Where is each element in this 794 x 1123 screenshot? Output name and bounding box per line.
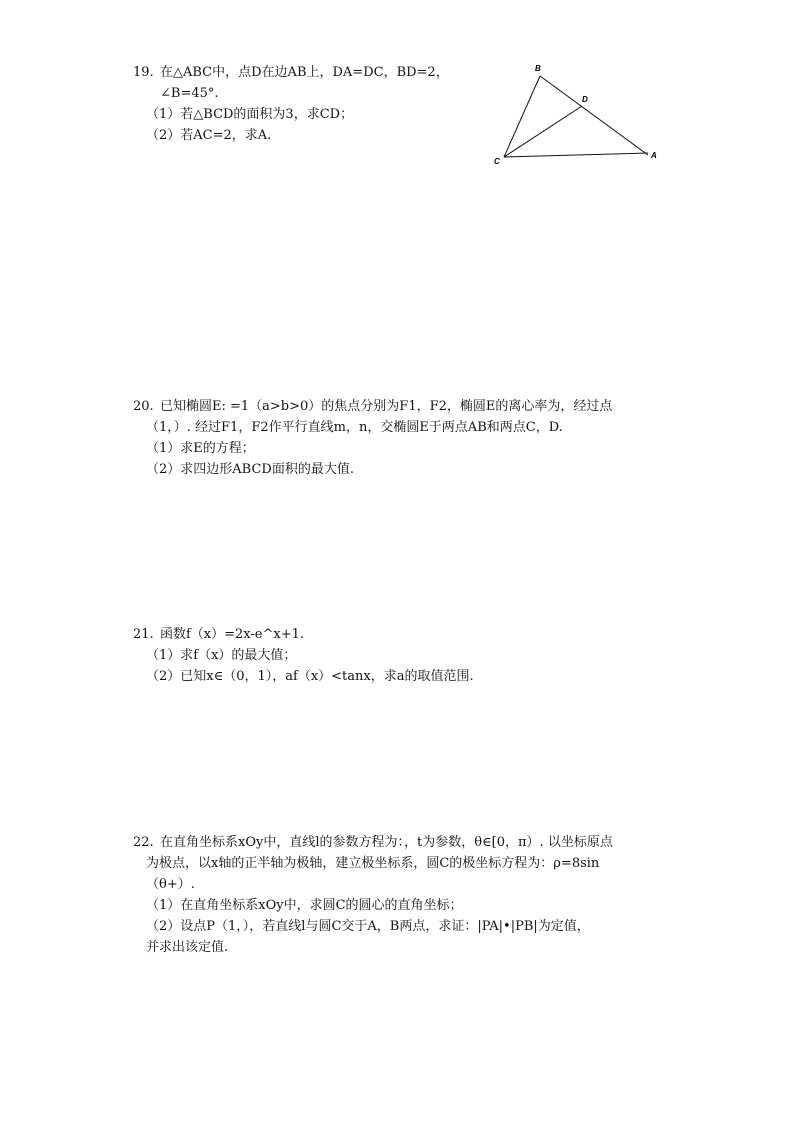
problem-21 bbox=[133, 624, 673, 687]
label-d: D bbox=[582, 95, 588, 104]
problem-number: 20. bbox=[133, 399, 154, 414]
sub-question-2-continued: 并求出该定值. bbox=[146, 940, 229, 955]
sub-question-1: （1）若△BCD的面积为3，求CD； bbox=[146, 107, 354, 122]
problem-text: 为极点，以x轴的正半轴为极轴，建立极坐标系，圆C的极坐标方程为：ρ=8sin bbox=[146, 856, 600, 871]
problem-text: 已知椭圆E: =1（a>b>0）的焦点分别为F1，F2，椭圆E的离心率为，经过点 bbox=[160, 399, 613, 414]
label-b: B bbox=[535, 64, 541, 73]
sub-question-2: （2）求四边形ABCD面积的最大值. bbox=[146, 462, 354, 477]
problem-text: （1，）. 经过F1，F2作平行直线m，n，交椭圆E于两点AB和两点C，D. bbox=[146, 420, 563, 435]
problem-22 bbox=[133, 832, 673, 958]
sub-question-1: （1）求f（x）的最大值； bbox=[146, 648, 297, 663]
problem-text: （θ+）. bbox=[146, 877, 195, 892]
segment-ca bbox=[504, 153, 648, 157]
sub-question-2: （2）若AC=2，求A. bbox=[146, 128, 272, 143]
sub-question-2: （2）已知x∈（0，1），af（x）<tanx，求a的取值范围. bbox=[146, 669, 474, 684]
sub-question-2: （2）设点P（1，），若直线l与圆C交于A，B两点，求证：|PA|•|PB|为定值， bbox=[146, 919, 590, 934]
problem-20 bbox=[133, 396, 673, 480]
problem-text: 在△ABC中，点D在边AB上，DA=DC，BD=2， bbox=[160, 65, 449, 80]
problem-number: 19. bbox=[133, 65, 154, 80]
problem-text: 函数f（x）=2x-e^x+1. bbox=[160, 627, 305, 642]
problem-text: ∠B=45°. bbox=[160, 86, 219, 101]
sub-question-1: （1）求E的方程； bbox=[146, 441, 255, 456]
sub-question-1: （1）在直角坐标系xOy中，求圆C的圆心的直角坐标； bbox=[146, 898, 463, 913]
problem-20-stem bbox=[133, 396, 673, 417]
triangle-figure bbox=[488, 60, 668, 170]
problem-number: 22. bbox=[133, 835, 154, 850]
segment-ba bbox=[540, 76, 648, 155]
problem-21-stem bbox=[133, 624, 673, 645]
problem-number: 21. bbox=[133, 627, 154, 642]
problem-22-stem bbox=[133, 832, 673, 853]
problem-text: 在直角坐标系xOy中，直线l的参数方程为：，t为参数，θ∈[0，π）. 以坐标原点 bbox=[160, 835, 613, 850]
label-a: A bbox=[651, 151, 657, 160]
label-c: C bbox=[494, 157, 500, 166]
